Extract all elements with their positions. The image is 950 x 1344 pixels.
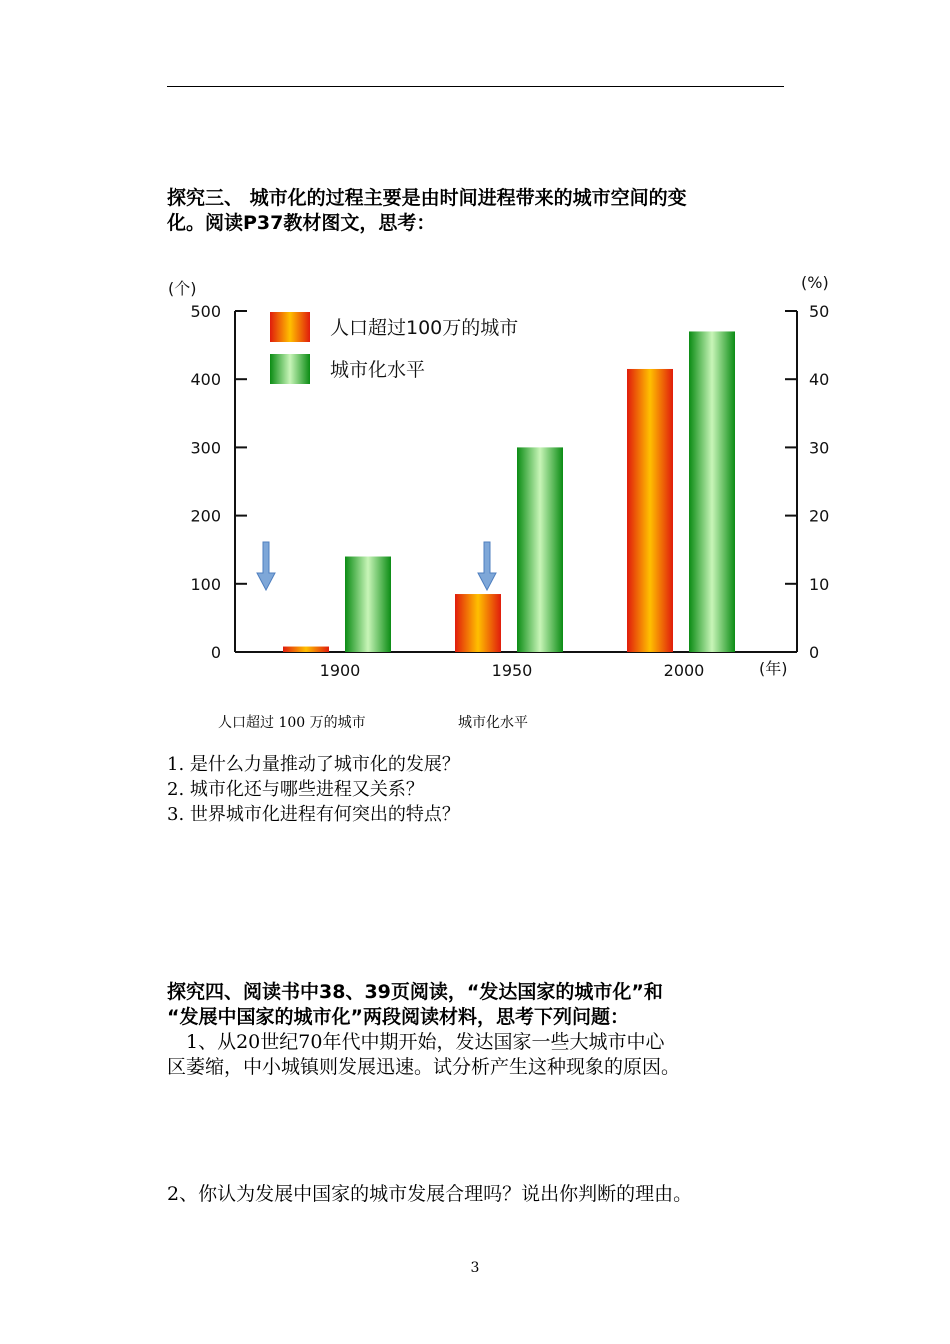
question-3-3: 3. 世界城市化进程有何突出的特点？ bbox=[167, 804, 460, 825]
question-3-2: 2. 城市化还与哪些进程又关系？ bbox=[167, 779, 424, 800]
section-3-heading-line1: 探究三、 城市化的过程主要是由时间进程带来的城市空间的变 bbox=[167, 187, 687, 209]
bar-urbanization bbox=[517, 447, 563, 652]
right-axis-unit: (%) bbox=[801, 273, 829, 292]
section-4-heading-line2: “发展中国家的城市化”两段阅读材料，思考下列问题： bbox=[167, 1006, 629, 1028]
right-tick-label: 20 bbox=[809, 506, 830, 526]
question-4-2: 2、你认为发展中国家的城市发展合理吗？说出你判断的理由。 bbox=[167, 1183, 693, 1205]
left-tick-label: 200 bbox=[190, 506, 221, 526]
down-arrow-icon bbox=[257, 542, 275, 590]
header-rule bbox=[167, 86, 784, 87]
caption-left: 人口超过 100 万的城市 bbox=[218, 715, 366, 731]
right-tick-label: 10 bbox=[809, 574, 830, 594]
left-tick-label: 0 bbox=[210, 643, 221, 662]
down-arrow-icon bbox=[478, 542, 496, 590]
left-tick-label: 500 bbox=[190, 302, 221, 321]
right-tick-label: 30 bbox=[809, 438, 830, 458]
left-axis-unit: (个) bbox=[168, 279, 197, 298]
bar-cities bbox=[283, 647, 329, 652]
question-3-1: 1. 是什么力量推动了城市化的发展？ bbox=[167, 754, 460, 775]
bar-cities bbox=[627, 369, 673, 652]
legend-swatch-cities bbox=[270, 312, 310, 342]
legend-label-cities: 人口超过100万的城市 bbox=[330, 317, 519, 339]
left-tick-label: 300 bbox=[190, 438, 221, 458]
caption-right: 城市化水平 bbox=[458, 715, 528, 731]
question-4-1-line2: 区萎缩，中小城镇则发展迅速。试分析产生这种现象的原因。 bbox=[167, 1056, 681, 1078]
page-number: 3 bbox=[470, 1260, 480, 1276]
section-3-heading-line2: 化。阅读P37教材图文，思考： bbox=[167, 212, 436, 234]
left-tick-label: 100 bbox=[190, 574, 221, 594]
legend-label-urbanization: 城市化水平 bbox=[330, 359, 426, 381]
right-tick-label: 50 bbox=[809, 302, 830, 321]
bar-cities bbox=[455, 594, 501, 652]
right-tick-label: 40 bbox=[809, 370, 830, 390]
right-tick-label: 0 bbox=[809, 643, 820, 662]
left-tick-label: 400 bbox=[190, 370, 221, 390]
section-4-heading bbox=[167, 980, 807, 1030]
question-4-1-line1: 1、从20世纪70年代中期开始，发达国家一些大城市中心 bbox=[167, 1031, 665, 1053]
section-3-heading bbox=[167, 186, 807, 236]
bar-urbanization bbox=[345, 557, 391, 652]
x-axis-unit: (年) bbox=[759, 659, 788, 678]
legend-swatch-urbanization bbox=[270, 354, 310, 384]
section-3-questions bbox=[167, 752, 460, 827]
section-4-heading-line1: 探究四、阅读书中38、39页阅读，“发达国家的城市化”和 bbox=[167, 981, 663, 1003]
urbanization-bar-chart bbox=[160, 262, 850, 692]
x-tick-label: 2000 bbox=[663, 661, 705, 680]
bar-urbanization bbox=[689, 331, 735, 652]
question-4-1 bbox=[167, 1030, 787, 1080]
x-tick-label: 1900 bbox=[319, 661, 361, 680]
x-tick-label: 1950 bbox=[491, 661, 533, 680]
